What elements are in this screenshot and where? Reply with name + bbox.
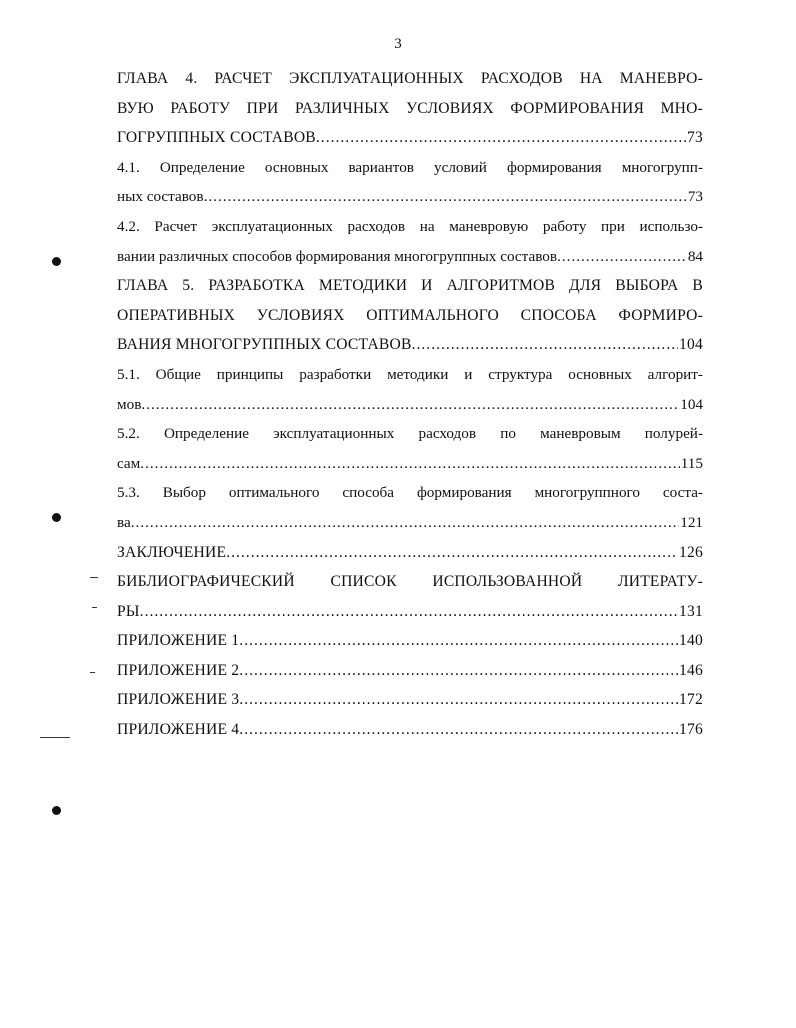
toc-entry-last-line bbox=[117, 626, 703, 656]
toc-entry-text: ЗАКЛЮЧЕНИЕ bbox=[117, 543, 227, 561]
dot-leader bbox=[204, 182, 687, 212]
scan-mark-bullet bbox=[52, 513, 61, 522]
toc-chapter-entry bbox=[117, 626, 703, 656]
toc-entry-last-line bbox=[117, 508, 703, 538]
toc-page-number: 104 bbox=[679, 336, 703, 354]
toc-entry-text: ПРИЛОЖЕНИЕ 4 bbox=[117, 721, 240, 739]
toc-entry-last-line bbox=[117, 123, 703, 153]
scan-mark-bullet bbox=[52, 806, 61, 815]
toc-entry-last-line bbox=[117, 597, 703, 627]
toc-entry-line: БИБЛИОГРАФИЧЕСКИЙ СПИСОК ИСПОЛЬЗОВАННОЙ ЛИТЕРАТУ- bbox=[117, 573, 703, 591]
toc-entry-text: ных составов bbox=[117, 188, 204, 206]
toc-chapter-entry bbox=[117, 64, 703, 153]
toc-section-entry bbox=[117, 360, 703, 419]
dot-leader bbox=[131, 508, 680, 538]
toc-entry-line: ГЛАВА 4. РАСЧЕТ ЭКСПЛУАТАЦИОННЫХ РАСХОДОВ НА МАНЕВРО- bbox=[117, 70, 703, 87]
dot-leader bbox=[239, 685, 678, 715]
scan-mark-dash bbox=[90, 577, 98, 578]
toc-entry-line: 5.2. Определение эксплуатационных расходов по маневровым полурей- bbox=[117, 425, 703, 443]
page-number: 3 bbox=[394, 36, 402, 52]
toc-entry-line: 4.2. Расчет эксплуатационных расходов на маневровую работу при использо- bbox=[117, 217, 703, 235]
dot-leader bbox=[239, 656, 678, 686]
toc-section-entry bbox=[117, 153, 703, 212]
toc-entry-text: мов bbox=[117, 395, 142, 413]
toc-entry-text: ПРИЛОЖЕНИЕ 2 bbox=[117, 661, 240, 679]
toc-entry-last-line bbox=[117, 538, 703, 568]
toc-page-number: 121 bbox=[680, 513, 703, 531]
dot-leader bbox=[239, 626, 678, 656]
toc-entry-text: вании различных способов формирования многогруппных составов bbox=[117, 247, 558, 265]
toc-entry-last-line bbox=[117, 449, 703, 479]
toc-chapter-entry bbox=[117, 685, 703, 715]
scan-mark-dash bbox=[40, 737, 70, 738]
dot-leader bbox=[226, 538, 678, 568]
toc-entry-last-line bbox=[117, 390, 703, 420]
toc-entry-line: 5.3. Выбор оптимального способа формирования многогруппного соста- bbox=[117, 484, 703, 502]
table-of-contents bbox=[117, 64, 703, 745]
toc-chapter-entry bbox=[117, 538, 703, 568]
toc-page-number: 176 bbox=[679, 721, 703, 739]
dot-leader bbox=[557, 242, 687, 272]
toc-entry-last-line bbox=[117, 242, 703, 272]
toc-entry-last-line bbox=[117, 656, 703, 686]
dot-leader bbox=[412, 330, 678, 360]
toc-entry-last-line bbox=[117, 715, 703, 745]
toc-page-number: 73 bbox=[687, 129, 703, 147]
toc-page-number: 115 bbox=[680, 454, 703, 472]
toc-chapter-entry bbox=[117, 656, 703, 686]
toc-entry-line: ВУЮ РАБОТУ ПРИ РАЗЛИЧНЫХ УСЛОВИЯХ ФОРМИРОВАНИЯ МНО- bbox=[117, 99, 703, 117]
toc-entry-text: РЫ bbox=[117, 602, 140, 620]
toc-page-number: 146 bbox=[679, 661, 703, 679]
toc-page-number: 172 bbox=[679, 691, 703, 709]
toc-entry-last-line bbox=[117, 330, 703, 360]
toc-page-number: 140 bbox=[679, 632, 703, 650]
toc-entry-last-line bbox=[117, 182, 703, 212]
dot-leader bbox=[140, 449, 680, 479]
toc-chapter-entry bbox=[117, 567, 703, 626]
toc-entry-text: ГОГРУППНЫХ СОСТАВОВ bbox=[117, 129, 316, 147]
toc-page-number: 84 bbox=[687, 247, 703, 265]
toc-entry-line: 5.1. Общие принципы разработки методики и структура основных алгорит- bbox=[117, 365, 703, 383]
toc-section-entry bbox=[117, 478, 703, 537]
toc-entry-line: ГЛАВА 5. РАЗРАБОТКА МЕТОДИКИ И АЛГОРИТМОВ ДЛЯ ВЫБОРА В bbox=[117, 277, 703, 295]
toc-page-number: 131 bbox=[679, 602, 703, 620]
toc-entry-text: ПРИЛОЖЕНИЕ 1 bbox=[117, 632, 240, 650]
toc-entry-text: сам bbox=[117, 454, 141, 472]
scan-mark-dash bbox=[90, 672, 95, 673]
scan-mark-dash bbox=[92, 607, 97, 608]
toc-chapter-entry bbox=[117, 271, 703, 360]
dot-leader bbox=[239, 715, 678, 745]
scan-mark-bullet bbox=[52, 257, 61, 266]
toc-entry-line: ОПЕРАТИВНЫХ УСЛОВИЯХ ОПТИМАЛЬНОГО СПОСОБА ФОРМИРО- bbox=[117, 306, 703, 324]
toc-page-number: 104 bbox=[680, 395, 703, 413]
toc-section-entry bbox=[117, 212, 703, 271]
toc-entry-text: ВАНИЯ МНОГОГРУППНЫХ СОСТАВОВ bbox=[117, 336, 412, 354]
toc-section-entry bbox=[117, 419, 703, 478]
dot-leader bbox=[140, 597, 678, 627]
toc-page-number: 126 bbox=[679, 543, 703, 561]
toc-entry-last-line bbox=[117, 685, 703, 715]
dot-leader bbox=[316, 123, 686, 153]
toc-entry-line: 4.1. Определение основных вариантов условий формирования многогрупп- bbox=[117, 158, 703, 176]
dot-leader bbox=[141, 390, 679, 420]
toc-page-number: 73 bbox=[687, 188, 703, 206]
toc-entry-text: ПРИЛОЖЕНИЕ 3 bbox=[117, 691, 240, 709]
toc-chapter-entry bbox=[117, 715, 703, 745]
toc-entry-text: ва bbox=[117, 513, 131, 531]
